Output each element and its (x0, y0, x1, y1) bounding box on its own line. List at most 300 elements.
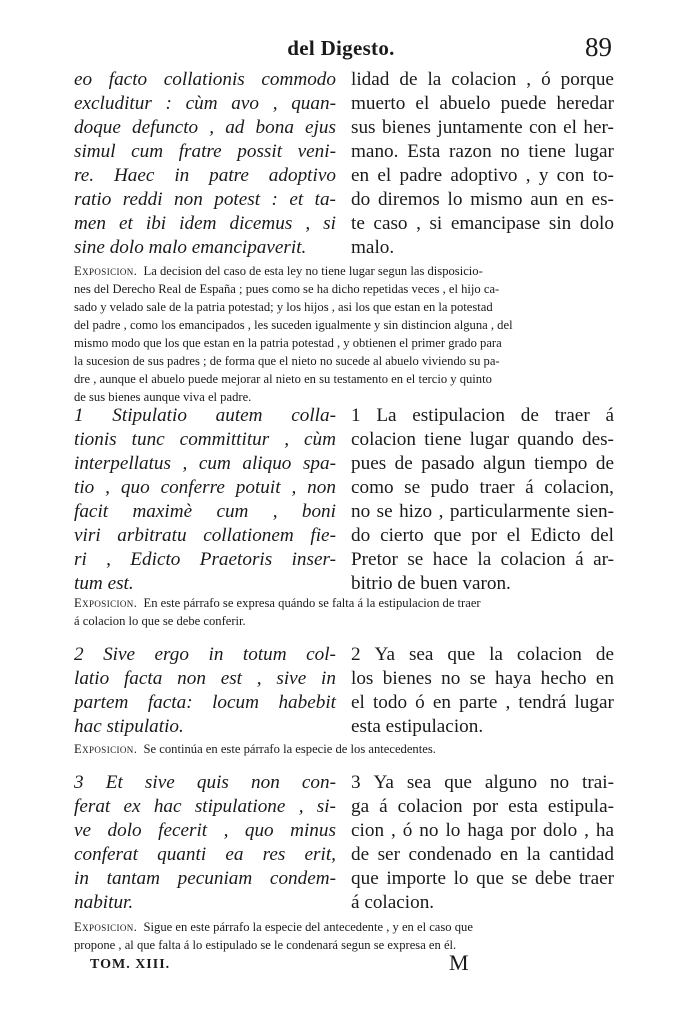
spanish-line (351, 819, 614, 843)
word: mano. (351, 141, 399, 162)
latin-column (74, 643, 336, 739)
word: to- (592, 165, 614, 186)
word: de (520, 405, 539, 426)
word: heredar (556, 93, 614, 114)
word: arbitratu (117, 525, 187, 546)
word: sin (548, 213, 572, 234)
word: in (208, 644, 224, 665)
word: no (419, 820, 439, 841)
spanish-line (351, 140, 614, 164)
spanish-line: esta estipulacion. (351, 716, 484, 737)
latin-line (74, 548, 336, 572)
word: ergo (154, 644, 189, 665)
word: la (526, 844, 541, 865)
word: dicemus (229, 213, 293, 234)
word: pudo (430, 477, 469, 498)
word: á (525, 477, 534, 498)
exposition-line: En este párrafo se expresa quándo se falta á la estipulacion de traer (143, 596, 481, 610)
word: el (377, 165, 392, 186)
word: condenado (408, 844, 492, 865)
exposition-line: mismo modo que los que estan en la patria potestad , y obtienen el primer grado para (74, 336, 502, 350)
exposition-line: Sigue en este párrafo la especie del antecedente , y en el caso que (143, 920, 473, 934)
word: es- (591, 189, 614, 210)
running-head: del Digesto. (287, 36, 395, 60)
latin-line (74, 428, 336, 452)
word: caso (373, 213, 408, 234)
word: de (399, 69, 418, 90)
word: Stipulatio (112, 405, 187, 426)
word: sive (144, 772, 175, 793)
spanish-line (351, 795, 614, 819)
footer-volume-signature: TOM. XIII. (90, 957, 171, 972)
spanish-line (351, 643, 614, 667)
latin-line (74, 843, 336, 867)
word: Pretor (351, 549, 398, 570)
latin-line (74, 667, 336, 691)
word: do (351, 525, 371, 546)
spanish-line (351, 843, 614, 867)
word: que (444, 772, 472, 793)
word: ex (123, 796, 141, 817)
word: fratre (178, 141, 222, 162)
spanish-line (351, 452, 614, 476)
word: maximè (132, 501, 193, 522)
spanish-line (351, 476, 614, 500)
word: quando (517, 429, 574, 450)
word: , (298, 796, 304, 817)
word: pasado (421, 453, 475, 474)
word: men (74, 213, 106, 234)
word: alguno (484, 772, 538, 793)
word: latio (74, 668, 110, 689)
word: veni- (297, 141, 336, 162)
exposition-line: Se continúa en este párrafo la especie de los antecedentes. (143, 742, 436, 756)
latin-line (74, 140, 336, 164)
word: 2 (74, 644, 84, 665)
word: que (476, 868, 504, 889)
word: en (351, 165, 370, 186)
word: si (429, 213, 443, 234)
word: , (256, 668, 262, 689)
word: todo (372, 692, 408, 713)
word: á (605, 405, 614, 426)
spanish-line (351, 428, 614, 452)
word: erit, (304, 844, 336, 865)
word: tantam (106, 868, 160, 889)
word: de (595, 644, 614, 665)
latin-line (74, 188, 336, 212)
word: , (438, 501, 444, 522)
word: : (271, 189, 278, 210)
spanish-line (351, 92, 614, 116)
word: haya (495, 668, 532, 689)
word: , (272, 93, 278, 114)
word: cùm (185, 93, 218, 114)
footer-gathering-mark: M (449, 950, 469, 975)
word: tiempo (534, 453, 588, 474)
word: 1 (351, 405, 361, 426)
latin-line (74, 476, 336, 500)
word: non (251, 772, 280, 793)
spanish-line (351, 524, 614, 548)
exposition-line: de sus bienes aunque viva el padre. (74, 390, 252, 404)
word: , (106, 549, 111, 570)
word: de (394, 453, 413, 474)
word: si (323, 213, 336, 234)
word: tendrá (518, 692, 567, 713)
word: facta: (147, 692, 193, 713)
exposition-block (74, 594, 614, 630)
word: bienes (381, 117, 431, 138)
word: colacion (516, 644, 582, 665)
latin-line (74, 500, 336, 524)
word: lugar (574, 141, 614, 162)
exposition-label: Exposicion. (74, 264, 138, 278)
word: , (272, 501, 278, 522)
word: cum (198, 453, 231, 474)
word: tiene (528, 141, 566, 162)
word: conferre (160, 477, 225, 498)
word: lo (453, 868, 469, 889)
word: totum (242, 644, 287, 665)
word: eo (74, 69, 93, 90)
word: los (351, 668, 374, 689)
spanish-column (351, 771, 614, 915)
word: puede (500, 93, 547, 114)
word: sien- (576, 501, 614, 522)
word: lugar (574, 692, 614, 713)
word: 2 (351, 644, 361, 665)
word: , (223, 820, 229, 841)
spanish-column (351, 404, 614, 596)
spanish-line (351, 164, 614, 188)
word: 1 (74, 405, 84, 426)
word: debe (535, 868, 572, 889)
word: colacion (351, 429, 416, 450)
word: de (595, 453, 614, 474)
word: , (105, 477, 110, 498)
word: colacion, (544, 477, 614, 498)
word: sea (408, 644, 434, 665)
word: in (174, 165, 190, 186)
word: , (284, 429, 289, 450)
word: sive (276, 668, 307, 689)
word: cierto (380, 525, 424, 546)
spanish-line (351, 404, 614, 428)
latin-line (74, 452, 336, 476)
word: interpellatus (74, 453, 171, 474)
latin-line (74, 795, 336, 819)
word: traer (554, 405, 590, 426)
exposition-block (74, 918, 614, 954)
word: del (590, 525, 614, 546)
word: Haec (113, 165, 155, 186)
exposition-line: á colacion lo que se debe conferir. (74, 614, 246, 628)
word: adoptivo (450, 165, 518, 186)
word: do (351, 189, 371, 210)
word: sea (406, 772, 432, 793)
word: re. (74, 165, 95, 186)
word: viri (74, 525, 101, 546)
word: á (575, 549, 584, 570)
word: : (165, 93, 172, 114)
word: muerto (351, 93, 406, 114)
word: que (351, 868, 379, 889)
word: se (407, 549, 424, 570)
word: autem (215, 405, 263, 426)
word: colacion (397, 796, 463, 817)
word: hecho (540, 668, 587, 689)
word: y (538, 165, 549, 186)
word: quanti (157, 844, 207, 865)
word: non (174, 189, 203, 210)
word: et (289, 189, 304, 210)
word: sus (351, 117, 376, 138)
word: inser- (291, 549, 336, 570)
word: estipula- (547, 796, 614, 817)
word: Esta (407, 141, 441, 162)
word: se (511, 868, 528, 889)
word: hac (153, 796, 182, 817)
word: pecuniam (177, 868, 253, 889)
word: , (391, 820, 396, 841)
word: ha (595, 820, 614, 841)
latin-line (74, 92, 336, 116)
word: ó (541, 69, 551, 90)
word: 3 (74, 772, 84, 793)
word: se (469, 668, 486, 689)
word: commodo (261, 69, 336, 90)
word: parte (459, 692, 498, 713)
word: condem- (269, 868, 336, 889)
word: conferat (74, 844, 138, 865)
exposition-line: nes del Derecho Real de España ; pues como se ha dicho repetidas veces , el hijo ca- (74, 282, 500, 296)
word: tunc (131, 429, 165, 450)
word: cùm (303, 429, 336, 450)
spanish-column (351, 643, 614, 739)
word: cion (351, 820, 385, 841)
exposition-label: Exposicion. (74, 596, 138, 610)
exposition-label: Exposicion. (74, 920, 138, 934)
word: de (351, 844, 370, 865)
word: partem (74, 692, 129, 713)
word: traer (479, 477, 515, 498)
spanish-line (351, 771, 614, 795)
word: , (505, 692, 511, 713)
word: adoptivo (268, 165, 336, 186)
word: committitur (179, 429, 270, 450)
word: ea (225, 844, 244, 865)
word: no (549, 772, 570, 793)
latin-column (74, 771, 336, 915)
word: no (351, 501, 371, 522)
latin-line: sine dolo malo emancipaverit. (74, 237, 307, 258)
word: en (432, 692, 451, 713)
exposition-line: sado y velado sale de la patria potestad; y los hijos , asi los que estan en la potestad (74, 300, 493, 314)
word: ve (74, 820, 92, 841)
word: Ya (374, 644, 395, 665)
word: ta- (314, 189, 336, 210)
word: se (404, 477, 421, 498)
word: tio (74, 477, 95, 498)
word: aun (530, 189, 558, 210)
word: quo (120, 477, 150, 498)
word: colla- (291, 405, 336, 426)
word: ar- (593, 549, 614, 570)
word: ejus (305, 117, 336, 138)
word: boni (301, 501, 336, 522)
word: facit (74, 501, 109, 522)
exposition-line: La decision del caso de esta ley no tiene lugar segun las disposicio- (143, 264, 483, 278)
spanish-line (351, 867, 614, 891)
word: quis (196, 772, 229, 793)
word: non (307, 477, 336, 498)
word: haga (467, 820, 504, 841)
word: , (525, 165, 531, 186)
word: que (433, 525, 462, 546)
word: dolo (579, 213, 614, 234)
word: Praetoris (199, 549, 273, 570)
word: tiene (424, 429, 462, 450)
word: patre (209, 165, 249, 186)
word: colacion (500, 549, 566, 570)
word: lugar (469, 429, 510, 450)
word: lidad (351, 69, 390, 90)
spanish-line (351, 667, 614, 691)
word: locum (212, 692, 259, 713)
word: lo (447, 189, 463, 210)
word: el (351, 692, 365, 713)
word: por (472, 796, 499, 817)
latin-line (74, 819, 336, 843)
word: juntamente (437, 117, 523, 138)
word: ser (377, 844, 400, 865)
word: ó (402, 820, 413, 841)
word: quo (244, 820, 274, 841)
word: fie- (310, 525, 336, 546)
word: Edicto (530, 525, 581, 546)
word: res (262, 844, 286, 865)
spanish-line (351, 212, 614, 236)
word: ó (415, 692, 425, 713)
spanish-line (351, 691, 614, 715)
word: habebit (278, 692, 336, 713)
word: doque (74, 117, 121, 138)
word: la (477, 549, 492, 570)
word: quan- (291, 93, 336, 114)
spanish-line: bitrio de buen varon. (351, 573, 511, 594)
word: Ya (373, 772, 394, 793)
word: hizo (399, 501, 433, 522)
word: fecerit (158, 820, 208, 841)
word: col- (306, 644, 336, 665)
exposition-block (74, 262, 614, 406)
latin-line: nabitur. (74, 892, 134, 913)
word: pues (351, 453, 387, 474)
word: en (595, 668, 614, 689)
word: Et (105, 772, 123, 793)
word: hace (432, 549, 468, 570)
word: bona (255, 117, 294, 138)
spanish-line (351, 188, 614, 212)
word: , (584, 820, 589, 841)
word: , (291, 477, 297, 498)
word: et (118, 213, 133, 234)
latin-line (74, 867, 336, 891)
word: non (177, 668, 206, 689)
word: , (526, 69, 532, 90)
latin-line (74, 68, 336, 92)
word: algun (482, 453, 526, 474)
word: cum (131, 141, 164, 162)
word: abuelo (439, 93, 491, 114)
word: , (209, 117, 215, 138)
word: ibi (145, 213, 167, 234)
word: el (506, 525, 521, 546)
word: mismo (470, 189, 523, 210)
latin-line (74, 691, 336, 715)
latin-line (74, 164, 336, 188)
word: 3 (351, 772, 361, 793)
word: dolo (543, 820, 578, 841)
word: la (427, 69, 442, 90)
exposition-line: del padre , como los emancipados , les suceden igualmente y sin distincion alguna , del (74, 318, 513, 332)
spanish-column (351, 68, 614, 260)
word: facto (108, 69, 148, 90)
word: defuncto (132, 117, 199, 138)
word: ri (74, 549, 87, 570)
word: con- (301, 772, 336, 793)
latin-line: tum est. (74, 573, 134, 594)
word: diremos (377, 189, 440, 210)
word: razon (449, 141, 492, 162)
spanish-line (351, 500, 614, 524)
word: traer (578, 868, 614, 889)
word: con (556, 165, 585, 186)
spanish-line (351, 548, 614, 572)
exposition-label: Exposicion. (74, 742, 138, 756)
word: ad (225, 117, 245, 138)
spanish-line (351, 68, 614, 92)
word: en (500, 844, 519, 865)
word: padre (399, 165, 443, 186)
word: con (529, 117, 557, 138)
word: porque (560, 69, 614, 90)
latin-line: hac stipulatio. (74, 716, 184, 737)
word: no (500, 141, 520, 162)
word: bienes (382, 668, 432, 689)
word: stipulatione (194, 796, 286, 817)
word: á (379, 796, 388, 817)
word: idem (179, 213, 217, 234)
word: minus (290, 820, 336, 841)
word: esta (508, 796, 538, 817)
word: in (321, 668, 336, 689)
latin-column (74, 404, 336, 596)
word: importe (386, 868, 446, 889)
word: simul (74, 141, 116, 162)
page-number: 89 (585, 32, 612, 62)
spanish-line: á colacion. (351, 892, 435, 913)
word: facta (123, 668, 163, 689)
word: ratio (74, 189, 112, 210)
word: tionis (74, 429, 117, 450)
word: excluditur (74, 93, 152, 114)
word: por (471, 525, 497, 546)
word: por (510, 820, 537, 841)
word: emancipase (450, 213, 541, 234)
exposition-line: propone , al que falta á lo estipulado se le condenará segun se expresa en él. (74, 938, 457, 952)
